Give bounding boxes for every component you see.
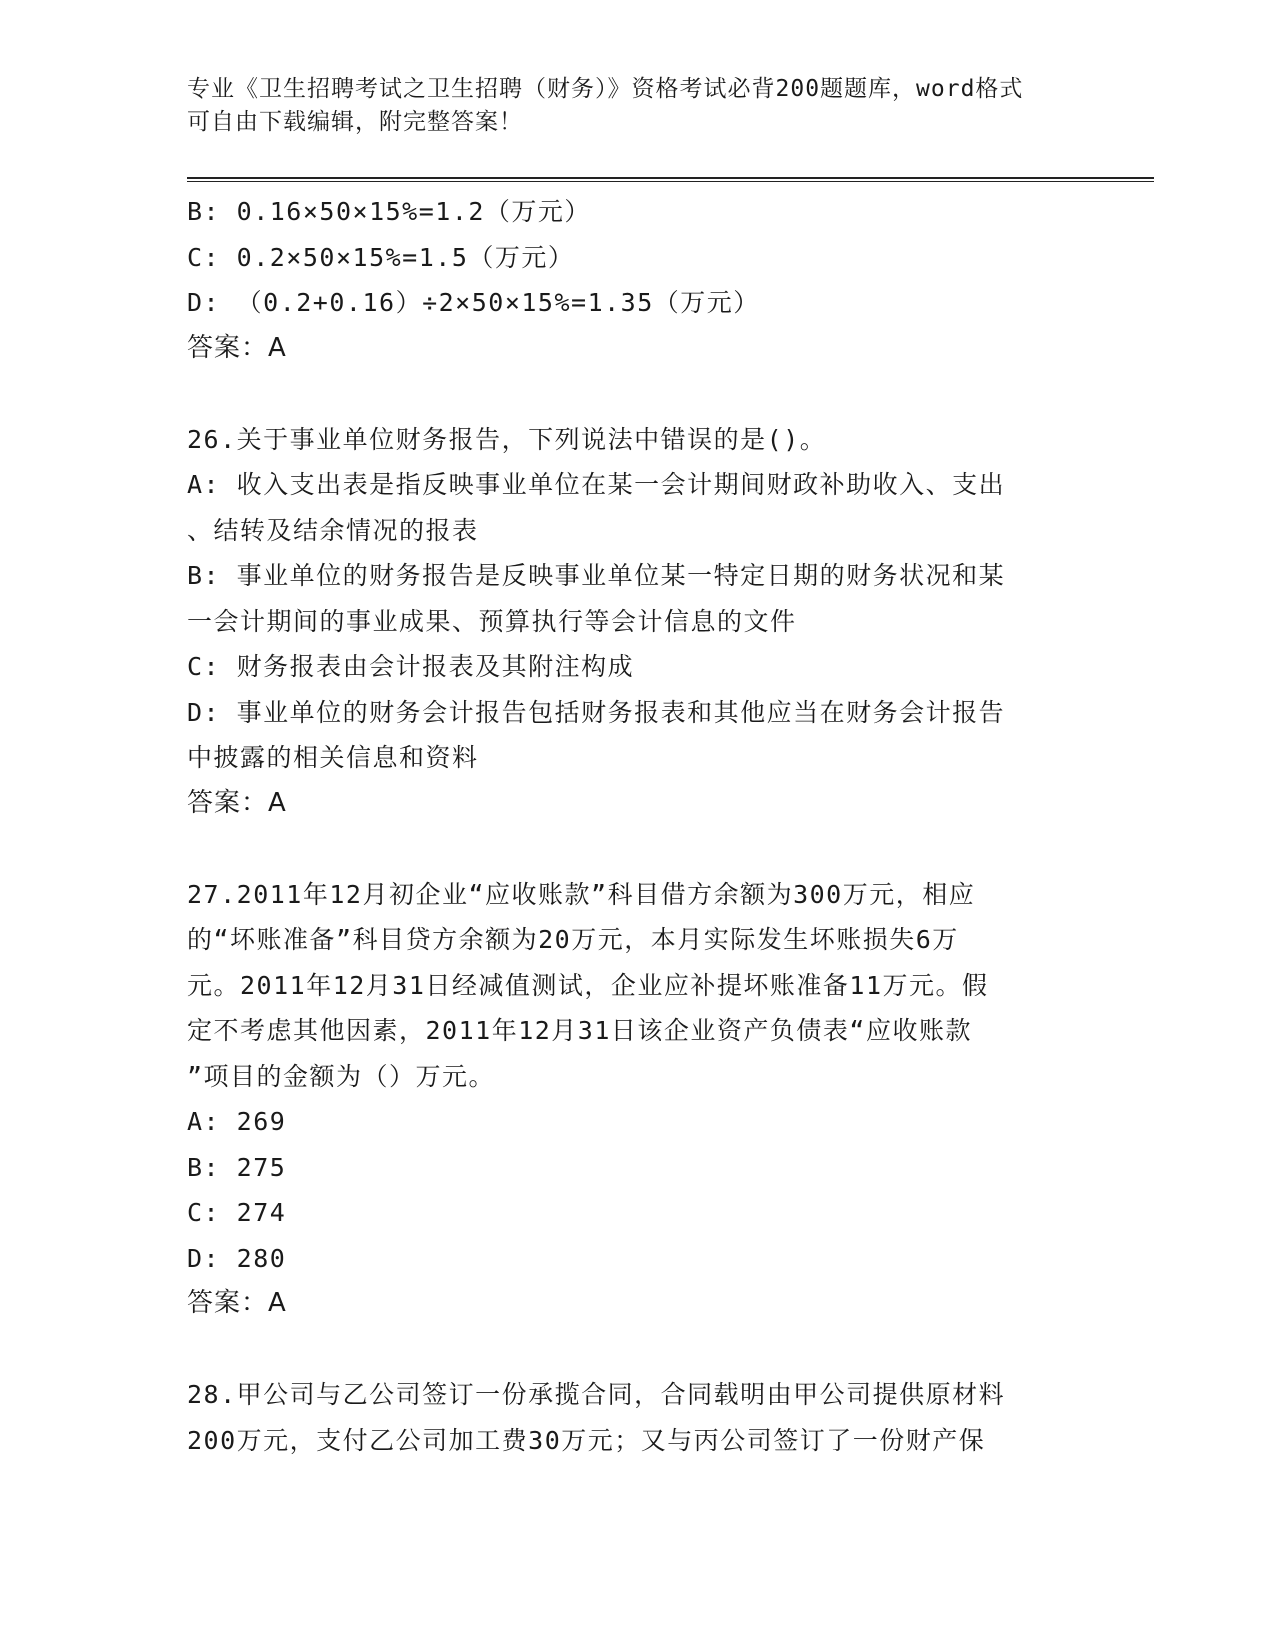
- option-d: D: （0.2+0.16）÷2×50×15%=1.35（万元）: [187, 288, 760, 317]
- option-b: B: 275: [187, 1152, 287, 1182]
- question-stem-line-1: 28.甲公司与乙公司签订一份承揽合同，合同载明由甲公司提供原材料: [187, 1380, 1006, 1409]
- question-stem-line-4: 定不考虑其他因素，2011年12月31日该企业资产负债表“应收账款: [187, 1016, 972, 1045]
- question-stem-line-2: 200万元，支付乙公司加工费30万元；又与丙公司签订了一份财产保: [187, 1425, 986, 1455]
- question-spacer: [187, 1327, 1087, 1373]
- answer-label: 答案：A: [187, 1288, 287, 1318]
- question-content: [187, 189, 1087, 1463]
- option-c: C: 财务报表由会计报表及其附注构成: [187, 652, 635, 681]
- question-27: [187, 872, 1087, 1327]
- question-spacer: [187, 371, 1087, 417]
- header-divider-thick: [187, 177, 1154, 179]
- question-stem-line-5: ”项目的金额为（）万元。: [187, 1061, 496, 1091]
- option-d-line-1: D: 事业单位的财务会计报告包括财务报表和其他应当在财务会计报告: [187, 697, 1006, 727]
- page-header: [187, 73, 1067, 139]
- option-b-line-1: B: 事业单位的财务报告是反映事业单位某一特定日期的财务状况和某: [187, 561, 1006, 590]
- question-stem-line-3: 元。2011年12月31日经减值测试，企业应补提坏账准备11万元。假: [187, 970, 989, 1000]
- answer-label: 答案：A: [187, 787, 287, 818]
- option-d-line-2: 中披露的相关信息和资料: [187, 743, 479, 772]
- question-spacer: [187, 826, 1087, 872]
- option-c: C: 0.2×50×15%=1.5（万元）: [187, 242, 575, 272]
- header-divider-thin: [187, 181, 1154, 182]
- option-a: A: 269: [187, 1107, 287, 1136]
- option-c: C: 274: [187, 1198, 287, 1227]
- question-stem-line-1: 27.2011年12月初企业“应收账款”科目借方余额为300万元，相应: [187, 879, 976, 909]
- question-28: [187, 1372, 1087, 1463]
- question-26: [187, 417, 1087, 827]
- option-d: D: 280: [187, 1243, 287, 1273]
- question-stem: 26.关于事业单位财务报告，下列说法中错误的是()。: [187, 424, 827, 454]
- header-title-line-1: 专业《卫生招聘考试之卫生招聘（财务）》资格考试必背200题题库，word格式: [187, 76, 1024, 102]
- option-b: B: 0.16×50×15%=1.2（万元）: [187, 197, 591, 226]
- answer-label: 答案：A: [187, 332, 287, 363]
- option-a-line-2: 、结转及结余情况的报表: [187, 515, 479, 545]
- question-25-tail: [187, 189, 1087, 371]
- question-stem-line-2: 的“坏账准备”科目贷方余额为20万元，本月实际发生坏账损失6万: [187, 925, 959, 954]
- option-b-line-2: 一会计期间的事业成果、预算执行等会计信息的文件: [187, 606, 797, 636]
- option-a-line-1: A: 收入支出表是指反映事业单位在某一会计期间财政补助收入、支出: [187, 470, 1006, 499]
- header-title-line-2: 可自由下载编辑，附完整答案！: [187, 109, 523, 135]
